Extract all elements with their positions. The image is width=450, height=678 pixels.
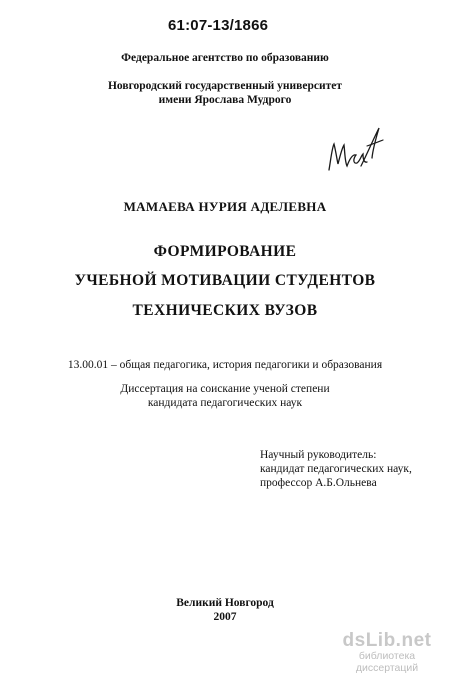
- title-line-2: УЧЕБНОЙ МОТИВАЦИИ СТУДЕНТОВ: [74, 272, 376, 289]
- watermark-tagline: библиотека диссертаций: [355, 650, 419, 674]
- degree-line-1: Диссертация на соискание ученой степени: [120, 383, 330, 395]
- degree-line-2: кандидата педагогических наук: [147, 397, 303, 409]
- university-subtitle: имени Ярослава Мудрого: [158, 94, 292, 106]
- title-line-3: ТЕХНИЧЕСКИХ ВУЗОВ: [132, 302, 318, 319]
- agency-name: Федеральное агентство по образованию: [121, 52, 329, 64]
- watermark: [328, 630, 446, 674]
- catalog-code: 61:07-13/1866: [168, 17, 269, 34]
- author-name: МАМАЕВА НУРИЯ АДЕЛЕВНА: [123, 199, 327, 214]
- place: Великий Новгород: [176, 597, 274, 609]
- handwritten-signature: [323, 118, 385, 178]
- supervisor-degree: кандидат педагогических наук,: [260, 463, 412, 475]
- year: 2007: [213, 611, 237, 623]
- supervisor-name: профессор А.Б.Ольнева: [260, 477, 377, 489]
- university-name: Новгородский государственный университет: [107, 80, 343, 92]
- watermark-logo: dsLib.net: [342, 630, 432, 651]
- supervisor-label: Научный руководитель:: [260, 449, 377, 461]
- specialty: 13.00.01 – общая педагогика, история педагогики и образования: [67, 359, 383, 371]
- title-line-1: ФОРМИРОВАНИЕ: [153, 243, 297, 260]
